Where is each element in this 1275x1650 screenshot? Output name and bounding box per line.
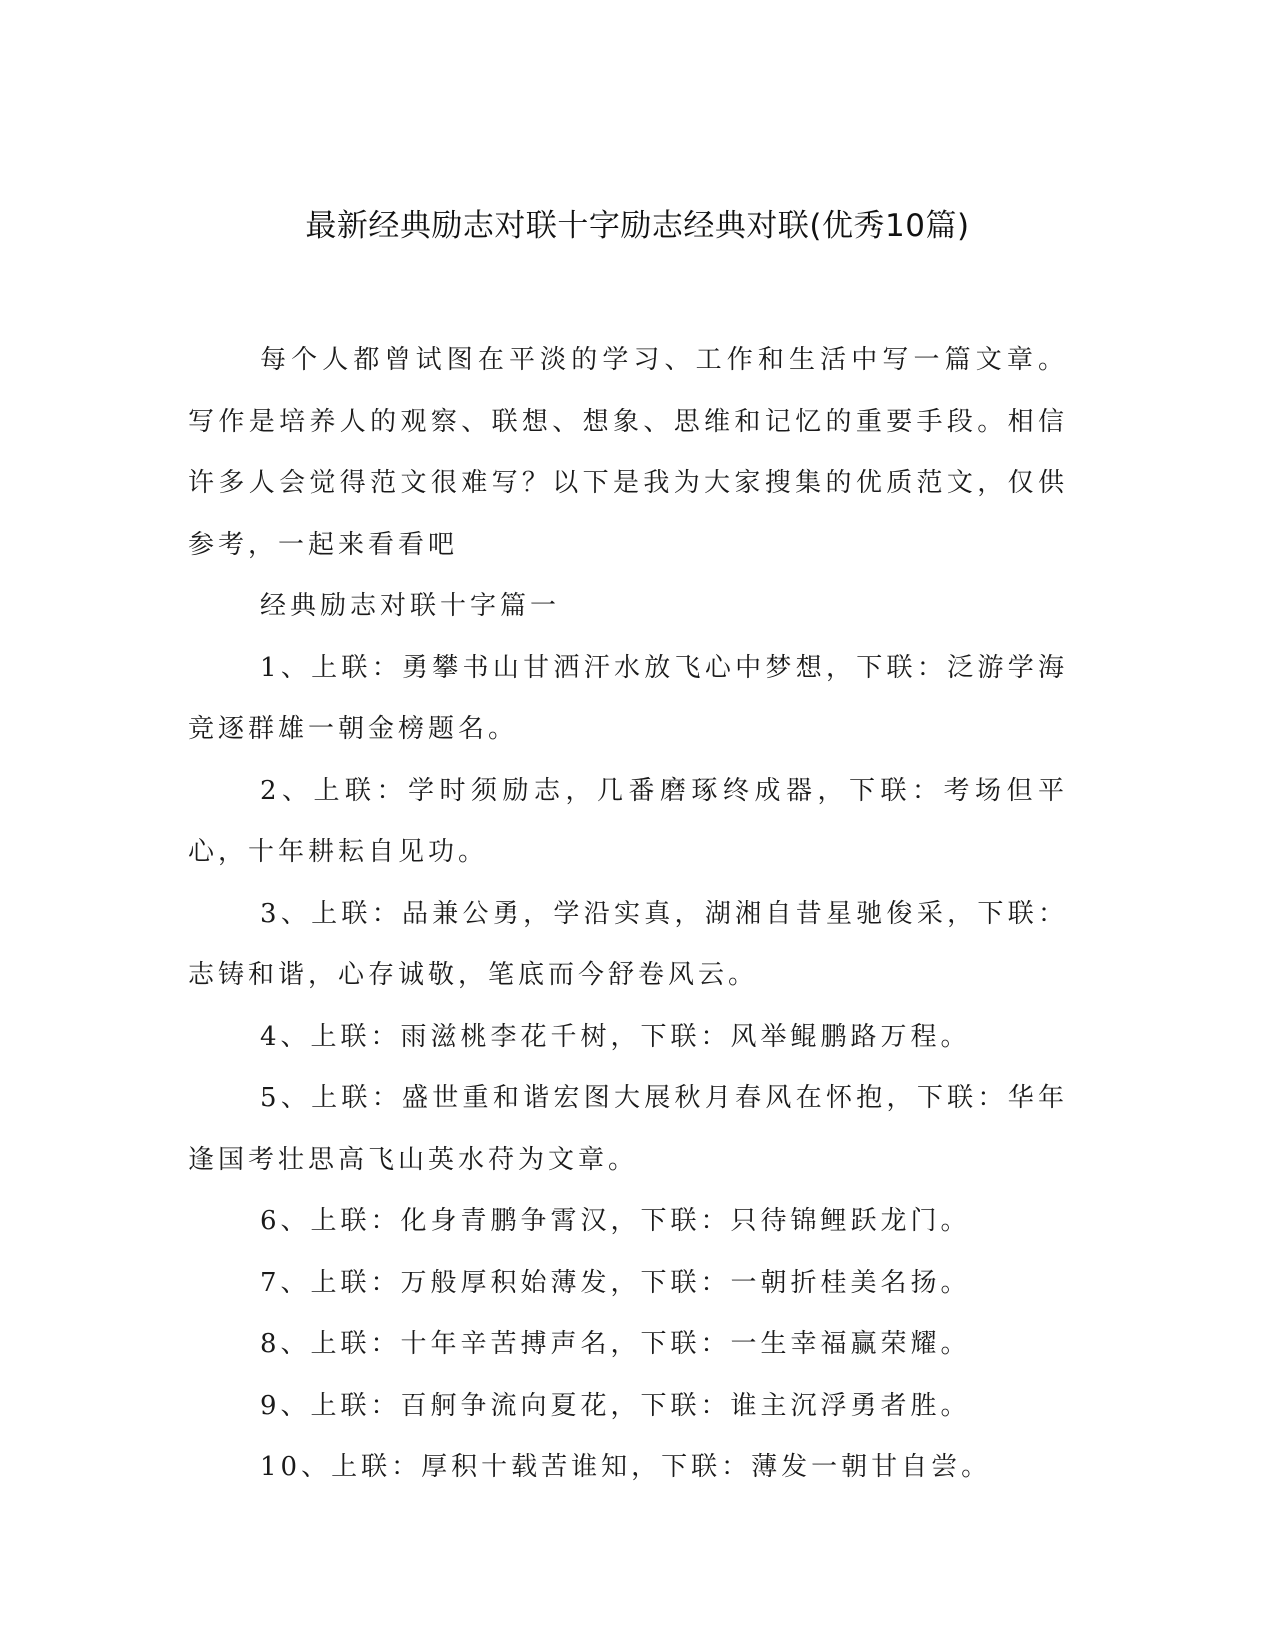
couplet-item-4: 4、上联：雨滋桃李花千树，下联：风举鲲鹏路万程。 — [260, 1021, 971, 1052]
couplet-item-8: 8、上联：十年辛苦搏声名，下联：一生幸福赢荣耀。 — [260, 1329, 971, 1359]
document-title: 最新经典励志对联十字励志经典对联(优秀10篇) — [305, 208, 970, 244]
intro-paragraph: 每个人都曾试图在平淡的学习、工作和生活中写一篇文章。写作是培养人的观察、联想、想象、思维和记忆的重要手段。相信许多人会觉得范文很难写？以下是我为大家搜集的优质范文，仅供参考，一起来看看吧 — [188, 345, 1068, 560]
couplet-item-1: 1、上联：勇攀书山甘洒汗水放飞心中梦想，下联：泛游学海竞逐群雄一朝金榜题名。 — [188, 652, 1068, 744]
couplet-item-5: 5、上联：盛世重和谐宏图大展秋月春风在怀抱，下联：华年逢国考壮思高飞山英水苻为文章。 — [188, 1083, 1068, 1175]
couplet-item-6: 6、上联：化身青鹏争霄汉，下联：只待锦鲤跃龙门。 — [260, 1206, 971, 1236]
couplet-item-3: 3、上联：品兼公勇，学沿实真，湖湘自昔星驰俊采，下联：志铸和谐，心存诚敬，笔底而今舒卷风云。 — [188, 898, 1068, 990]
couplet-item-10: 10、上联：厚积十载苦谁知，下联：薄发一朝甘自尝。 — [260, 1452, 992, 1482]
couplet-item-7: 7、上联：万般厚积始薄发，下联：一朝折桂美名扬。 — [260, 1267, 971, 1298]
couplet-item-2: 2、上联：学时须励志，几番磨琢终成器，下联：考场但平心，十年耕耘自见功。 — [188, 775, 1068, 867]
couplet-item-9: 9、上联：百舸争流向夏花，下联：谁主沉浮勇者胜。 — [260, 1390, 971, 1421]
document-body — [188, 330, 1068, 1499]
section-heading: 经典励志对联十字篇一 — [260, 591, 561, 621]
